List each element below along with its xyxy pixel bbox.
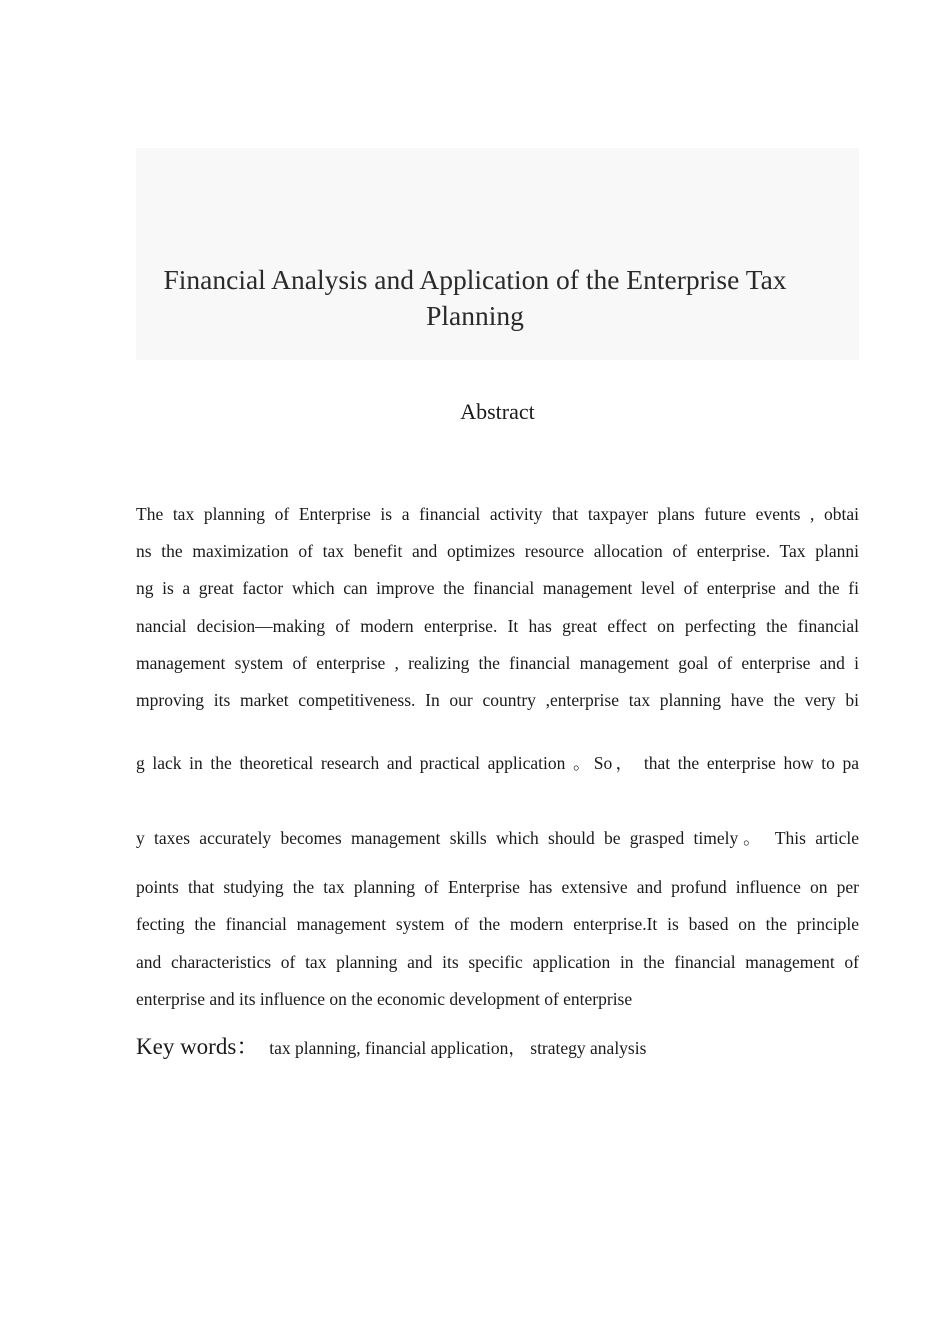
- abstract-line: management system of enterprise , realizing the financial management goal of enterprise and i: [136, 653, 859, 673]
- abstract-line: mproving its market competitiveness. In our country ,enterprise tax planning have the very bi: [136, 690, 859, 710]
- abstract-line: enterprise and its influence on the economic development of enterprise: [136, 989, 633, 1009]
- abstract-line: points that studying the tax planning of Enterprise has extensive and profund influence on per: [136, 877, 859, 897]
- keywords: [136, 1032, 646, 1062]
- abstract-heading: Abstract: [460, 399, 535, 424]
- abstract-line: ng is a great factor which can improve the financial management level of enterprise and the fi: [136, 578, 859, 598]
- abstract-line: ns the maximization of tax benefit and optimizes resource allocation of enterprise. Tax planni: [136, 541, 859, 561]
- keywords-label: Key words：: [136, 1034, 260, 1059]
- abstract-line: and characteristics of tax planning and its specific application in the financial management of: [136, 952, 859, 972]
- keywords-values: tax planning, financial application， strategy analysis: [269, 1038, 647, 1058]
- abstract-line: y taxes accurately becomes management skills which should be grasped timely。 This article: [136, 828, 859, 848]
- abstract-line: fecting the financial management system of the modern enterprise.It is based on the principle: [136, 914, 859, 934]
- title-line-2: Planning: [426, 300, 524, 331]
- title-line-1: Financial Analysis and Application of the Enterprise Tax: [163, 264, 787, 295]
- abstract-line: The tax planning of Enterprise is a financial activity that taxpayer plans future events , obtai: [136, 504, 859, 524]
- document-title: [114, 262, 837, 334]
- abstract-line: nancial decision—making of modern enterprise. It has great effect on perfecting the financial: [136, 616, 859, 636]
- abstract-line: g lack in the theoretical research and practical application 。So， that the enterprise how to pa: [136, 753, 859, 773]
